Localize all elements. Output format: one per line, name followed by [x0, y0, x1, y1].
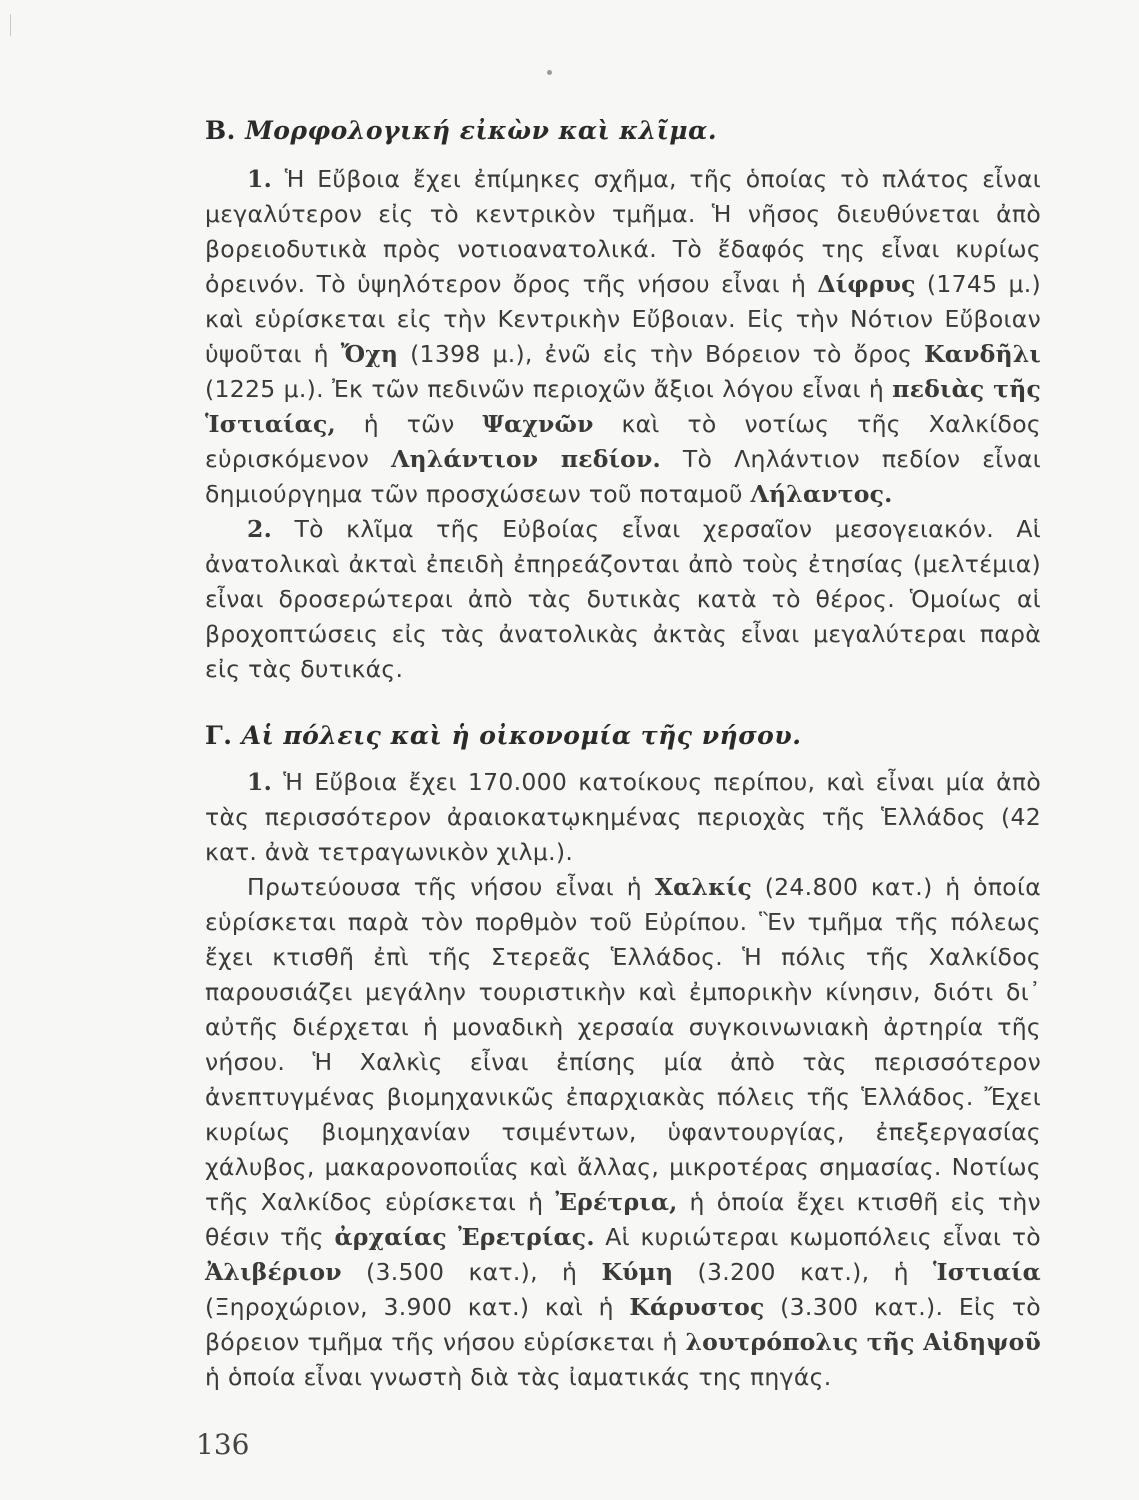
text-run: ἡ ὁποία εἶναι γνωστὴ διὰ τὰς ἰαματικάς της πηγάς.	[205, 1363, 832, 1391]
bold-term: Ὄχη	[340, 340, 399, 368]
text-run: (1745 μ.) καὶ εὑρίσκεται εἰς τὴν Κεντρικὴν Εὔβοιαν. Εἰς τὴν Νότιον Εὔβοιαν ὑψοῦται ἡ	[205, 270, 1041, 368]
text-run: (3.500 κατ.), ἡ	[365, 1258, 578, 1286]
text-run: (24.800 κατ.) ἡ ὁποία εὑρίσκεται παρὰ τὸν πορθμὸν τοῦ Εὐρίπου. Ἓν τμῆμα τῆς πόλεως ἔχει κτισθῆ ἐπὶ τῆς Στερεᾶς Ἑλλάδος. Ἡ πόλις τῆς Χαλκίδος παρουσιάζει μεγάλην τουριστικὴν καὶ ἐμπορικὴν κίνησιν, διότι δι᾿ αὐτῆς διέρχεται ἡ μοναδικὴ χερσαία συγκοινωνιακὴ ἀρτηρία τῆς νήσου. Ἡ Χαλκὶς εἶναι ἐπίσης μία ἀπὸ τὰς περισσότερον ἀνεπτυγμένας βιομηχανικῶς ἐπαρχιακὰς πόλεις τῆς Ἑλλάδος. Ἔχει κυρίως βιομηχανίαν τσιμέντων, ὑφαντουργίας, ἐπεξεργασίας χάλυβος, μακαρονοποιΐας καὶ ἄλλας, μικροτέρας σημασίας. Νοτίως τῆς Χαλκίδος εὑρίσκεται ἡ	[205, 873, 1041, 1216]
text-run: ἡ ὁποία ἔχει κτισθῆ εἰς τὴν θέσιν τῆς	[205, 1188, 1041, 1251]
bold-term: Κανδῆλι	[924, 340, 1041, 368]
text-run: (3.300 κατ.). Εἰς τὸ βόρειον τμῆμα τῆς νήσου εὑρίσκεται ἡ	[205, 1293, 1041, 1356]
bold-term: Κάρυστος	[629, 1293, 765, 1321]
bold-term: ἀρχαίας Ἐρετρίας.	[334, 1223, 595, 1251]
page-number: 136	[196, 1428, 250, 1461]
text-run: (Ξηροχώριον, 3.900 κατ.) καὶ ἡ	[205, 1293, 614, 1321]
section-b-letter: Β.	[205, 116, 236, 145]
paragraph-number: 1.	[247, 165, 273, 193]
bold-term: Δίφρυς	[817, 270, 916, 298]
bold-term: Κύμη	[601, 1258, 674, 1286]
bold-term: Ληλάντιον πεδίον.	[391, 445, 661, 473]
section-b-paragraph-1	[205, 162, 1041, 512]
text-run: (1225 μ.). Ἐκ τῶν πεδινῶν περιοχῶν ἄξιοι λόγου εἶναι ἡ	[205, 375, 885, 403]
bold-term: Ψαχνῶν	[482, 410, 594, 438]
paragraph-number: 1.	[247, 768, 273, 796]
bold-term: πεδιὰς τῆς Ἱστιαίας,	[205, 375, 1041, 438]
section-g-title: Αἱ πόλεις καὶ ἡ οἰκονομία τῆς νήσου.	[241, 721, 802, 750]
text-run: Τὸ κλῖμα τῆς Εὐβοίας εἶναι χερσαῖον μεσογειακόν. Αἱ ἀνατολικαὶ ἀκταὶ ἐπειδὴ ἐπηρεάζονται ἀπὸ τοὺς ἐτησίας (μελτέμια) εἶναι δροσερώτεραι ἀπὸ τὰς δυτικὰς κατὰ τὸ θέρος. Ὁμοίως αἱ βροχοπτώσεις εἰς τὰς ἀνατολικὰς ἀκτὰς εἶναι μεγαλύτεραι παρὰ εἰς τὰς δυτικάς.	[205, 515, 1041, 683]
text-run: ἡ τῶν	[363, 410, 455, 438]
text-run: Τὸ Ληλάντιον πεδίον εἶναι δημιούργημα τῶν προσχώσεων τοῦ ποταμοῦ	[205, 445, 1041, 508]
text-run: Ἡ Εὔβοια ἔχει 170.000 κατοίκους περίπου, καὶ εἶναι μία ἀπὸ τὰς περισσότερον ἀραιοκατῳκημένας περιοχὰς τῆς Ἑλλάδος (42 κατ. ἀνὰ τετραγωνικὸν χιλμ.).	[205, 768, 1041, 866]
section-b-heading	[205, 116, 717, 145]
text-run: Ἡ Εὔβοια ἔχει ἐπίμηκες σχῆμα, τῆς ὁποίας τὸ πλάτος εἶναι μεγαλύτερον εἰς τὸ κεντρικὸν τμῆμα. Ἡ νῆσος διευθύνεται ἀπὸ βορειοδυτικὰ πρὸς νοτιοανατολικά. Τὸ ἔδαφός της εἶναι κυρίως ὀρεινόν. Τὸ ὑψηλότερον ὄρος τῆς νήσου εἶναι ἡ	[205, 165, 1041, 298]
section-g-letter: Γ.	[205, 721, 233, 750]
text-run: (1398 μ.), ἐνῶ εἰς τὴν Βόρειον τὸ ὄρος	[410, 340, 913, 368]
print-dot	[547, 70, 552, 75]
section-g-heading	[205, 721, 801, 750]
section-g-paragraph-2	[205, 870, 1041, 1395]
bold-term: Λήλαντος.	[750, 480, 893, 508]
paragraph-number: 2.	[247, 515, 273, 543]
bold-term: Χαλκίς	[654, 873, 752, 901]
section-b-paragraph-2	[205, 512, 1041, 687]
text-run: Αἱ κυριώτεραι κωμοπόλεις εἶναι τὸ	[605, 1223, 1041, 1251]
bold-term: Ἀλιβέριον	[205, 1258, 342, 1286]
bold-term: λουτρόπολις τῆς Αἰδηψοῦ	[685, 1328, 1041, 1356]
section-b-body	[205, 162, 1041, 687]
section-b-title: Μορφολογική εἰκὼν καὶ κλῖμα.	[245, 116, 718, 145]
text-run: Πρωτεύουσα τῆς νήσου εἶναι ἡ	[247, 873, 642, 901]
text-run: (3.200 κατ.), ἡ	[697, 1258, 909, 1286]
text-run: καὶ τὸ νοτίως τῆς Χαλκίδος εὑρισκόμενον	[205, 410, 1041, 473]
scan-edge-mark	[10, 14, 11, 36]
bold-term: Ἱστιαία	[933, 1258, 1041, 1286]
section-g-paragraph-1	[205, 765, 1041, 870]
bold-term: Ἐρέτρια,	[555, 1188, 678, 1216]
section-g-body	[205, 765, 1041, 1395]
